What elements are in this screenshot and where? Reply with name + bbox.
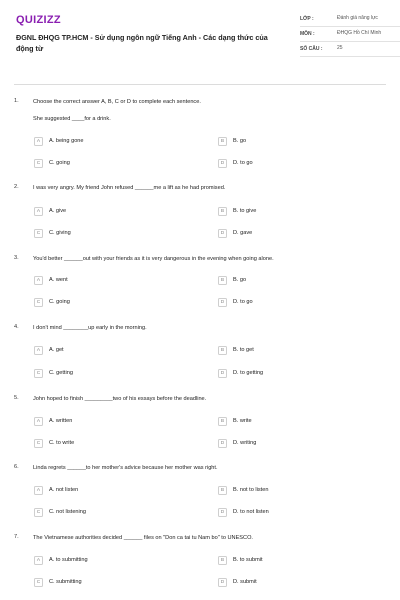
option-letter-box: D	[218, 439, 227, 448]
option-text: A. give	[49, 208, 67, 214]
question-text: Linda regrets ______to her mother's advice because her mother was right.	[33, 465, 218, 471]
option-text: A. not listen	[49, 487, 79, 493]
option-text: A. to submitting	[49, 557, 88, 563]
option-c[interactable]	[34, 507, 86, 517]
option-d[interactable]	[218, 507, 269, 517]
option-text: B. write	[233, 418, 252, 424]
option-letter-box: D	[218, 578, 227, 587]
option-c[interactable]	[34, 158, 70, 168]
option-text: B. not to listen	[233, 487, 269, 493]
option-letter-box: B	[218, 276, 227, 285]
option-letter-box: A	[34, 556, 43, 565]
option-c[interactable]	[34, 438, 74, 448]
question-text: The Vietnamese authorities decided ______ files on "Don ca tai tu Nam bo" to UNESCO.	[33, 535, 253, 541]
option-letter-box: A	[34, 276, 43, 285]
option-letter-box: A	[34, 346, 43, 355]
option-text: D. writing	[233, 440, 257, 446]
option-b[interactable]	[218, 206, 256, 216]
option-letter-box: A	[34, 486, 43, 495]
option-letter-box: B	[218, 486, 227, 495]
question-3	[14, 255, 386, 313]
option-text: A. went	[49, 277, 68, 283]
option-text: D. to go	[233, 160, 253, 166]
option-text: C. to write	[49, 440, 75, 446]
option-letter-box: D	[218, 508, 227, 517]
option-text: A. being gone	[49, 138, 84, 144]
worksheet-header	[14, 12, 386, 82]
question-number: 2.	[14, 184, 19, 190]
option-text: C. getting	[49, 370, 73, 376]
question-number: 5.	[14, 395, 19, 401]
option-text: D. to not listen	[233, 509, 269, 515]
option-text: D. to go	[233, 299, 253, 305]
question-text: I was very angry. My friend John refused ______me a lift as he had promised.	[33, 185, 226, 191]
option-text: C. submitting	[49, 579, 82, 585]
option-text: B. to give	[233, 208, 257, 214]
question-number: 7.	[14, 534, 19, 540]
option-text: B. go	[233, 138, 247, 144]
option-text: A. get	[49, 347, 64, 353]
option-letter-box: A	[34, 137, 43, 146]
header-divider	[14, 84, 386, 85]
meta-row-count	[300, 42, 400, 57]
option-letter-box: C	[34, 369, 43, 378]
question-number: 3.	[14, 255, 19, 261]
option-letter-box: B	[218, 137, 227, 146]
option-letter-box: D	[218, 298, 227, 307]
meta-row-subject	[300, 27, 400, 42]
option-letter-box: B	[218, 346, 227, 355]
option-b[interactable]	[218, 485, 268, 495]
option-letter-box: C	[34, 159, 43, 168]
option-a[interactable]	[34, 275, 68, 285]
option-letter-box: C	[34, 508, 43, 517]
option-b[interactable]	[218, 136, 246, 146]
option-a[interactable]	[34, 206, 66, 216]
option-a[interactable]	[34, 345, 64, 355]
option-a[interactable]	[34, 555, 88, 565]
option-letter-box: C	[34, 439, 43, 448]
option-d[interactable]	[218, 368, 263, 378]
option-letter-box: C	[34, 298, 43, 307]
option-d[interactable]	[218, 577, 257, 587]
option-d[interactable]	[218, 158, 253, 168]
option-text: C. giving	[49, 230, 71, 236]
option-letter-box: D	[218, 369, 227, 378]
question-number: 6.	[14, 464, 19, 470]
option-letter-box: B	[218, 207, 227, 216]
option-a[interactable]	[34, 136, 84, 146]
option-letter-box: B	[218, 417, 227, 426]
option-letter-box: B	[218, 556, 227, 565]
option-b[interactable]	[218, 555, 263, 565]
option-d[interactable]	[218, 228, 252, 238]
question-number: 4.	[14, 324, 19, 330]
option-letter-box: D	[218, 159, 227, 168]
meta-value: Đánh giá năng lực	[337, 15, 378, 21]
question-number: 1.	[14, 98, 19, 104]
option-b[interactable]	[218, 345, 254, 355]
question-6	[14, 464, 386, 522]
option-letter-box: C	[34, 229, 43, 238]
option-letter-box: C	[34, 578, 43, 587]
option-c[interactable]	[34, 228, 71, 238]
question-text: Choose the correct answer A, B, C or D to complete each sentence.	[33, 99, 201, 105]
option-b[interactable]	[218, 275, 246, 285]
option-letter-box: A	[34, 207, 43, 216]
option-c[interactable]	[34, 368, 73, 378]
question-7	[14, 534, 386, 594]
option-b[interactable]	[218, 416, 252, 426]
question-1	[14, 98, 386, 172]
option-text: B. go	[233, 277, 247, 283]
option-a[interactable]	[34, 416, 72, 426]
option-text: B. to get	[233, 347, 254, 353]
option-letter-box: A	[34, 417, 43, 426]
worksheet-title: ĐGNL ĐHQG TP.HCM - Sử dụng ngôn ngữ Tiếng Anh - Các dạng thức của động từ	[16, 33, 268, 53]
option-letter-box: D	[218, 229, 227, 238]
question-2	[14, 184, 386, 242]
meta-key: MÔN :	[300, 31, 315, 37]
meta-value: ĐHQG Hồ Chí Minh	[337, 30, 382, 36]
option-text: A. written	[49, 418, 73, 424]
meta-row-class	[300, 12, 400, 27]
option-text: C. going	[49, 160, 70, 166]
question-text: John hoped to finish _________two of his essays before the deadline.	[33, 396, 207, 402]
meta-value: 25	[337, 45, 343, 51]
option-text: D. to getting	[233, 370, 264, 376]
quizizz-logo: QUIZIZZ	[16, 14, 61, 26]
question-sentence: She suggested ____for a drink.	[33, 116, 111, 122]
question-text: I don't mind ________up early in the morning.	[33, 325, 147, 331]
meta-key: LỚP :	[300, 16, 314, 22]
option-d[interactable]	[218, 438, 256, 448]
option-c[interactable]	[34, 297, 70, 307]
question-4	[14, 324, 386, 382]
option-text: C. not listening	[49, 509, 87, 515]
worksheet-meta	[300, 12, 400, 57]
option-d[interactable]	[218, 297, 253, 307]
option-text: D. gave	[233, 230, 253, 236]
option-text: D. submit	[233, 579, 257, 585]
meta-key: SỐ CÂU :	[300, 46, 323, 52]
option-text: B. to submit	[233, 557, 263, 563]
option-c[interactable]	[34, 577, 82, 587]
option-text: C. going	[49, 299, 70, 305]
question-5	[14, 395, 386, 453]
option-a[interactable]	[34, 485, 78, 495]
question-text: You'd better ______out with your friends as it is very dangerous in the evening when going alone.	[33, 256, 274, 262]
